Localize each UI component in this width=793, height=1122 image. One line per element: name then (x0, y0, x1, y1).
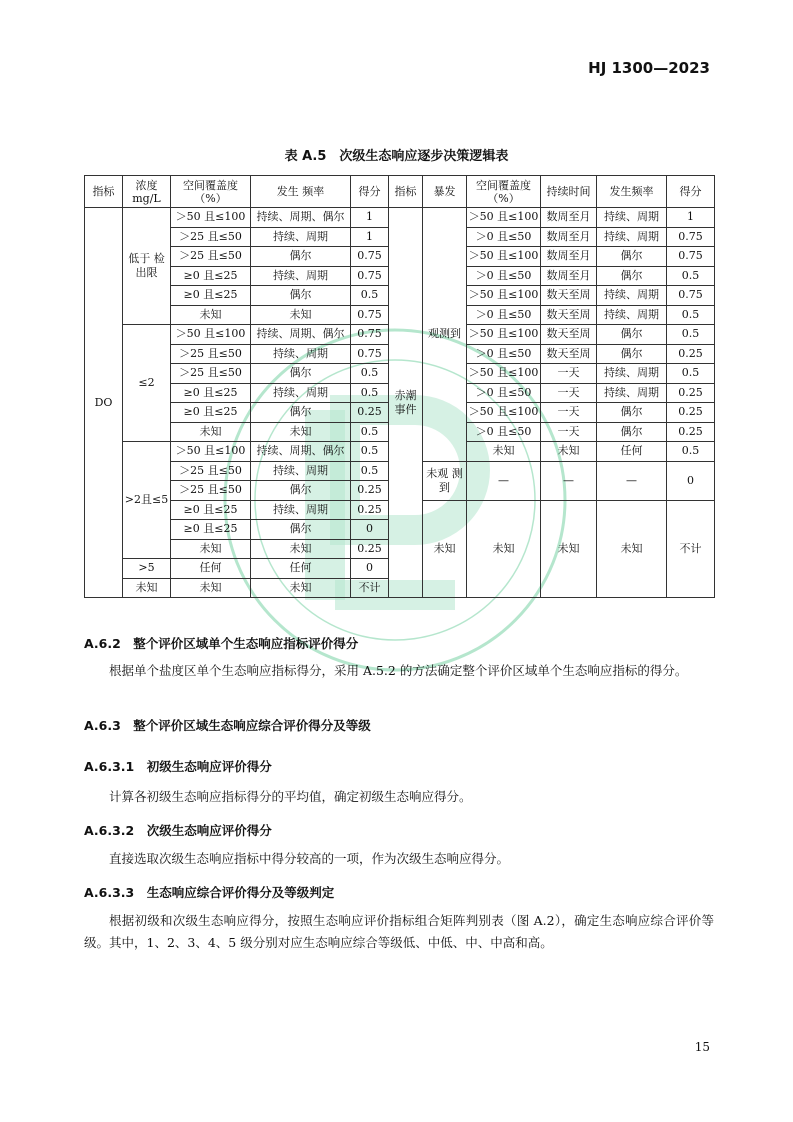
table-cell: 一天 (541, 422, 597, 442)
table-cell: 持续、周期 (251, 461, 351, 481)
table-cell: 持续、周期、偶尔 (251, 442, 351, 462)
table-cell: ＞25 且≤50 (171, 247, 251, 267)
group-cell: DO (85, 208, 123, 598)
table-cell: ＞0 且≤50 (467, 227, 541, 247)
table-cell: 持续、周期 (251, 383, 351, 403)
table-cell: 未知 (467, 442, 541, 462)
standard-code: HJ 1300—2023 (588, 59, 710, 77)
table-cell: 0.75 (667, 227, 715, 247)
section-paragraph: 根据单个盐度区单个生态响应指标得分，采用 A.5.2 的方法确定整个评价区域单个生态响应指标的得分。 (109, 663, 688, 678)
table-cell: 数天至周 (541, 286, 597, 306)
header-cell: 指标 (389, 176, 423, 208)
table-cell: 不计 (351, 578, 389, 598)
table-cell: ＞50 且≤100 (467, 364, 541, 384)
group-cell: 低于 检出限 (123, 208, 171, 325)
table-cell: 未知 (597, 500, 667, 598)
table-cell: 持续、周期 (251, 500, 351, 520)
table-cell: 0.25 (351, 481, 389, 501)
table-cell: 未知 (251, 422, 351, 442)
table-cell: 持续、周期 (597, 364, 667, 384)
section-heading: A.6.3 整个评价区域生态响应综合评价得分及等级 (84, 718, 371, 733)
table-cell: ＞25 且≤50 (171, 461, 251, 481)
table-cell: 持续、周期 (597, 286, 667, 306)
table-cell: 未知 (251, 539, 351, 559)
table-cell: ≥0 且≤25 (171, 286, 251, 306)
header-cell: 发生频率 (597, 176, 667, 208)
section-heading: A.6.3.1 初级生态响应评价得分 (84, 759, 272, 774)
table-cell: 偶尔 (251, 403, 351, 423)
table-cell: 数天至周 (541, 344, 597, 364)
table-cell: ＞25 且≤50 (171, 227, 251, 247)
table-cell: 持续、周期 (597, 227, 667, 247)
section-paragraph: 根据初级和次级生态响应得分，按照生态响应评价指标组合矩阵判别表（图 A.2），确定生态响应综合评价等级。其中，1、2、3、4、5 级分别对应生态响应综合等级低、中低、中、中高和高。 (84, 913, 714, 950)
group-cell: 未观 测到 (423, 461, 467, 500)
table-cell: 数天至周 (541, 305, 597, 325)
table-cell: ＞0 且≤50 (467, 422, 541, 442)
table-cell: ≥0 且≤25 (171, 403, 251, 423)
table-cell: ＞50 且≤100 (467, 325, 541, 345)
table-cell: 0.25 (351, 539, 389, 559)
table-cell: 0.25 (351, 403, 389, 423)
table-cell: ＞50 且≤100 (467, 403, 541, 423)
table-row (85, 208, 715, 228)
table-cell: 0.75 (351, 305, 389, 325)
table-cell: ＞0 且≤50 (467, 305, 541, 325)
table-cell: ＞50 且≤100 (171, 325, 251, 345)
table-cell: 未知 (251, 305, 351, 325)
table-cell: ＞50 且≤100 (467, 208, 541, 228)
decision-logic-table (84, 175, 715, 598)
table-cell: ≥0 且≤25 (171, 520, 251, 540)
table-cell: 偶尔 (597, 422, 667, 442)
table-cell: 未知 (541, 500, 597, 598)
table-cell: ＞50 且≤100 (171, 208, 251, 228)
table-cell: 0.5 (351, 286, 389, 306)
table-cell: 偶尔 (251, 247, 351, 267)
group-cell: 未知 (423, 500, 467, 598)
table-cell: 偶尔 (597, 344, 667, 364)
table-cell: 0.5 (351, 461, 389, 481)
table-cell: ≥0 且≤25 (171, 383, 251, 403)
section-heading: A.6.3.2 次级生态响应评价得分 (84, 823, 272, 838)
table-cell: 持续、周期 (597, 383, 667, 403)
table-cell: 0.75 (351, 266, 389, 286)
header-cell: 持续时间 (541, 176, 597, 208)
table-cell: 1 (351, 208, 389, 228)
group-cell: 观测到 (423, 208, 467, 462)
table-cell: 未知 (541, 442, 597, 462)
table-title: 表 A.5 次级生态响应逐步决策逻辑表 (284, 149, 509, 164)
group-cell: >2且≤5 (123, 442, 171, 559)
table-cell: 持续、周期 (251, 266, 351, 286)
table-cell: 数天至周 (541, 325, 597, 345)
header-cell: 得分 (667, 176, 715, 208)
table-cell: 偶尔 (251, 481, 351, 501)
table-cell: 未知 (171, 305, 251, 325)
table-cell: 1 (351, 227, 389, 247)
header-cell: 浓度 mg/L (123, 176, 171, 208)
table-cell: ＞50 且≤100 (467, 247, 541, 267)
table-cell: 未知 (171, 422, 251, 442)
table-cell: 偶尔 (597, 266, 667, 286)
table-cell: 未知 (251, 578, 351, 598)
table-cell: 0.75 (351, 344, 389, 364)
table-cell: 持续、周期、偶尔 (251, 208, 351, 228)
section-paragraph: 计算各初级生态响应指标得分的平均值，确定初级生态响应得分。 (109, 789, 472, 804)
table-cell: ＞0 且≤50 (467, 266, 541, 286)
table-cell: 0 (351, 559, 389, 579)
table-cell: 任何 (597, 442, 667, 462)
table-cell: 0.75 (667, 247, 715, 267)
table-cell: ＞25 且≤50 (171, 364, 251, 384)
table-cell: 数周至月 (541, 208, 597, 228)
table-cell: 偶尔 (251, 364, 351, 384)
table-cell: 1 (667, 208, 715, 228)
table-cell: 0.5 (351, 422, 389, 442)
table-cell: 0.75 (667, 286, 715, 306)
table-cell: 偶尔 (597, 325, 667, 345)
group-cell: ≤2 (123, 325, 171, 442)
table-cell: 任何 (251, 559, 351, 579)
group-cell: 未知 (123, 578, 171, 598)
table-cell: 0.25 (667, 422, 715, 442)
header-cell: 得分 (351, 176, 389, 208)
table-cell: 0.25 (667, 344, 715, 364)
table-cell: 持续、周期 (597, 305, 667, 325)
page-number: 15 (694, 1040, 710, 1054)
table-cell: 一天 (541, 403, 597, 423)
table-cell: 持续、周期 (251, 227, 351, 247)
table-cell: 0.75 (351, 325, 389, 345)
table-cell: 0.5 (351, 364, 389, 384)
section-heading: A.6.3.3 生态响应综合评价得分及等级判定 (84, 885, 335, 900)
table-cell: 0 (351, 520, 389, 540)
table-cell: 偶尔 (597, 403, 667, 423)
table-cell: 0.5 (667, 305, 715, 325)
table-cell: 未知 (171, 539, 251, 559)
table-cell: 持续、周期、偶尔 (251, 325, 351, 345)
table-cell: 0.25 (351, 500, 389, 520)
table-cell: ＞0 且≤50 (467, 344, 541, 364)
table-cell: ≥0 且≤25 (171, 266, 251, 286)
header-cell: 发生 频率 (251, 176, 351, 208)
table-cell: 偶尔 (597, 247, 667, 267)
table-cell: — (541, 461, 597, 500)
table-cell: 0.5 (667, 442, 715, 462)
table-cell: ＞0 且≤50 (467, 383, 541, 403)
table-cell: 0.75 (351, 247, 389, 267)
table-cell: 0.5 (667, 266, 715, 286)
table-cell: 0.25 (667, 383, 715, 403)
table-cell: — (597, 461, 667, 500)
table-cell: 持续、周期 (251, 344, 351, 364)
table-cell: 偶尔 (251, 286, 351, 306)
table-cell: 一天 (541, 383, 597, 403)
header-cell: 指标 (85, 176, 123, 208)
table-cell: 未知 (467, 500, 541, 598)
table-cell: 0.25 (667, 403, 715, 423)
header-cell: 空间覆盖度（%） (467, 176, 541, 208)
table-cell: ＞50 且≤100 (171, 442, 251, 462)
table-header-row (85, 176, 715, 208)
table-cell: 未知 (171, 578, 251, 598)
header-cell: 空间覆盖度（%） (171, 176, 251, 208)
header-cell: 暴发 (423, 176, 467, 208)
table-cell: ＞25 且≤50 (171, 481, 251, 501)
table-cell: 数周至月 (541, 247, 597, 267)
section-heading: A.6.2 整个评价区域单个生态响应指标评价得分 (84, 636, 359, 651)
group-cell: >5 (123, 559, 171, 579)
table-cell: 任何 (171, 559, 251, 579)
table-cell: ＞50 且≤100 (467, 286, 541, 306)
table-cell: 数周至月 (541, 227, 597, 247)
table-cell: 一天 (541, 364, 597, 384)
table-cell: 0.5 (667, 325, 715, 345)
section-paragraph: 直接选取次级生态响应指标中得分较高的一项，作为次级生态响应得分。 (109, 851, 510, 866)
table-cell: 持续、周期 (597, 208, 667, 228)
table-cell: 0.5 (667, 364, 715, 384)
table-cell: — (467, 461, 541, 500)
table-cell: 偶尔 (251, 520, 351, 540)
table-cell: 0 (667, 461, 715, 500)
table-cell: ＞25 且≤50 (171, 344, 251, 364)
table-cell: 0.5 (351, 442, 389, 462)
table-cell: ≥0 且≤25 (171, 500, 251, 520)
group-cell: 赤潮 事件 (389, 208, 423, 598)
table-cell: 不计 (667, 500, 715, 598)
table-cell: 数周至月 (541, 266, 597, 286)
table-cell: 0.5 (351, 383, 389, 403)
